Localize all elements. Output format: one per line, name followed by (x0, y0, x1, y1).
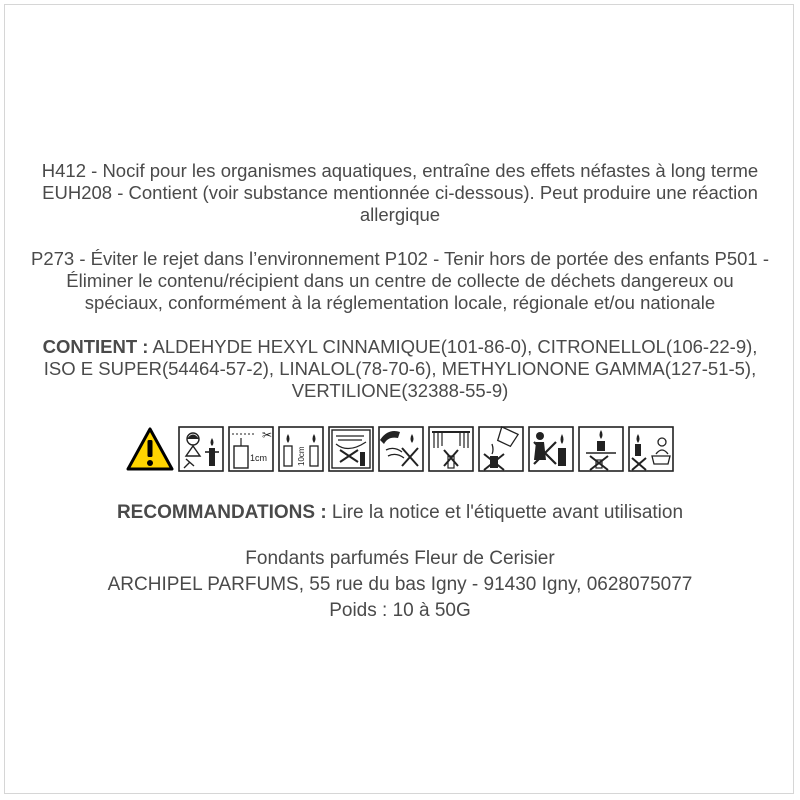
contains-label: CONTIENT : (42, 336, 149, 357)
label-content (0, 160, 800, 624)
recommendations-text: Lire la notice et l'étiquette avant utilisation (326, 502, 684, 523)
candle-spacing-label: 10cm (297, 446, 306, 466)
svg-text:✂: ✂ (262, 428, 273, 442)
contains-text: ALDEHYDE HEXYL CINNAMIQUE(101-86-0), CITRONELLOL(106-22-9), ISO E SUPER(54464-57-2), LINALOL(78-70-6), METHYLIONONE GAMMA(127-51-5), VERTILIONE(32388-55-9) (43, 336, 758, 401)
no-burn-near-sleeping-icon (628, 426, 674, 472)
candle-spacing-icon (278, 426, 324, 472)
manufacturer-address: ARCHIPEL PARFUMS, 55 rue du bas Igny - 91430 Igny, 0628075077 (107, 574, 693, 595)
no-curtains-icon (428, 426, 474, 472)
product-name: Fondants parfumés Fleur de Cerisier (245, 548, 555, 569)
no-burn-unattended-icon (528, 426, 574, 472)
precaution-statement: P273 - Éviter le rejet dans l’environnement P102 - Tenir hors de portée des enfants P501 - Éliminer le contenu/récipient dans un centre de collecte de déchets dangereux ou spéciaux, conformément à la réglementation locale, régionale et/ou nationale (30, 248, 770, 313)
trim-wick-icon (228, 426, 274, 472)
trim-wick-label: 1cm (250, 453, 268, 463)
recommendations-statement (25, 502, 775, 524)
warning-triangle-icon (126, 427, 174, 471)
no-water-icon (478, 426, 524, 472)
product-weight: Poids : 10 à 50G (329, 600, 471, 621)
no-draft-icon (378, 426, 424, 472)
product-info (25, 546, 775, 624)
no-flammable-items-icon (328, 426, 374, 472)
hazard-statement: H412 - Nocif pour les organismes aquatiques, entraîne des effets néfastes à long terme EUH208 - Contient (voir substance mentionnée ci-dessous). Peut produire une réaction allergique (41, 160, 759, 225)
keep-away-from-children-icon (178, 426, 224, 472)
stable-surface-icon (578, 426, 624, 472)
contains-statement (25, 336, 775, 402)
safety-pictograms (0, 424, 800, 474)
recommendations-label: RECOMMANDATIONS : (116, 502, 327, 523)
